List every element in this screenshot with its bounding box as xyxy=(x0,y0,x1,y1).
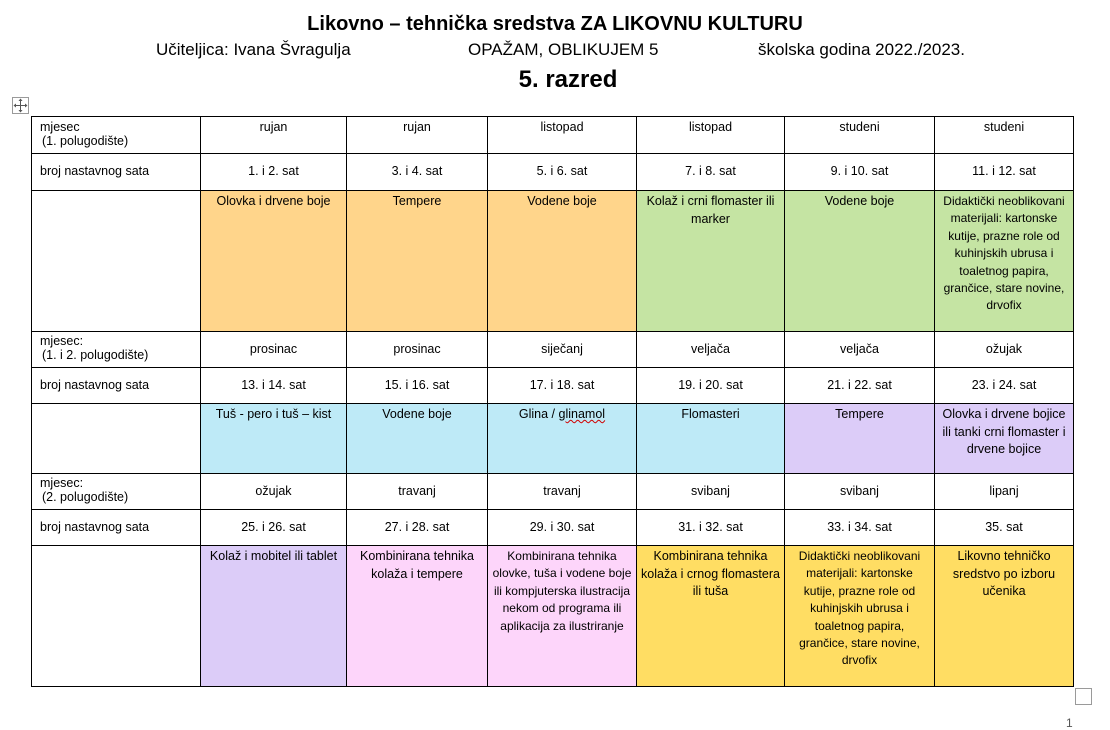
month-cell: veljača xyxy=(785,332,935,368)
material-cell: Tempere xyxy=(785,404,935,474)
material-cell: Olovka i drvene bojice ili tanki crni flomaster i drvene bojice xyxy=(935,404,1074,474)
material-cell: Likovno tehničko sredstvo po izboru učenika xyxy=(935,546,1074,687)
period-cell: 21. i 22. sat xyxy=(785,368,935,404)
material-cell: Tempere xyxy=(347,191,488,332)
materials-row xyxy=(32,404,1074,474)
period-cell: 3. i 4. sat xyxy=(347,154,488,191)
move-arrows-icon xyxy=(13,98,28,113)
material-text: Glina / glinamol xyxy=(518,407,606,421)
month-label-cell xyxy=(32,332,201,368)
month-label: mjesec: xyxy=(40,476,84,490)
material-cell: Vodene boje xyxy=(785,191,935,332)
period-row xyxy=(32,154,1074,191)
material-cell: Kombinirana tehnika kolaža i crnog flomastera ili tuša xyxy=(637,546,785,687)
period-cell: 17. i 18. sat xyxy=(488,368,637,404)
grade-heading: 5. razred xyxy=(518,66,618,93)
month-label: mjesec xyxy=(40,120,80,134)
school-year: školska godina 2022./2023. xyxy=(758,40,965,59)
period-cell: 25. i 26. sat xyxy=(201,510,347,546)
month-cell: rujan xyxy=(201,117,347,154)
textbook-name: OPAŽAM, OBLIKUJEM 5 xyxy=(468,40,659,59)
material-cell: Olovka i drvene boje xyxy=(201,191,347,332)
document-title: Likovno – tehnička sredstva ZA LIKOVNU KULTURU xyxy=(307,13,803,35)
period-cell: 7. i 8. sat xyxy=(637,154,785,191)
material-cell xyxy=(488,404,637,474)
month-cell: listopad xyxy=(488,117,637,154)
table-resize-handle[interactable] xyxy=(1075,688,1092,705)
month-cell: svibanj xyxy=(637,474,785,510)
material-cell: Didaktički neoblikovani materijali: kartonske kutije, prazne role od kuhinjskih ubrusa i toaletnog papira, grančice, stare novine, drvofix xyxy=(935,191,1074,332)
period-row xyxy=(32,510,1074,546)
materials-row xyxy=(32,546,1074,687)
period-cell: 9. i 10. sat xyxy=(785,154,935,191)
period-cell: 29. i 30. sat xyxy=(488,510,637,546)
period-row xyxy=(32,368,1074,404)
period-cell: 23. i 24. sat xyxy=(935,368,1074,404)
month-cell: ožujak xyxy=(201,474,347,510)
month-cell: studeni xyxy=(785,117,935,154)
month-cell: travanj xyxy=(347,474,488,510)
material-cell: Tuš - pero i tuš – kist xyxy=(201,404,347,474)
month-label-cell xyxy=(32,117,201,154)
period-cell: 19. i 20. sat xyxy=(637,368,785,404)
period-cell: 31. i 32. sat xyxy=(637,510,785,546)
month-row xyxy=(32,474,1074,510)
period-cell: 1. i 2. sat xyxy=(201,154,347,191)
material-cell: Flomasteri xyxy=(637,404,785,474)
period-cell: 5. i 6. sat xyxy=(488,154,637,191)
materials-row xyxy=(32,191,1074,332)
month-cell: svibanj xyxy=(785,474,935,510)
period-label: broj nastavnog sata xyxy=(32,510,201,546)
material-cell: Kombinirana tehnika kolaža i tempere xyxy=(347,546,488,687)
month-cell: travanj xyxy=(488,474,637,510)
semester-label: (1. i 2. polugodište) xyxy=(42,348,149,362)
month-cell: prosinac xyxy=(201,332,347,368)
month-cell: studeni xyxy=(935,117,1074,154)
month-label: mjesec: xyxy=(40,334,84,348)
period-cell: 11. i 12. sat xyxy=(935,154,1074,191)
material-cell: Kolaž i mobitel ili tablet xyxy=(201,546,347,687)
materials-schedule-table xyxy=(31,116,1074,687)
month-cell: ožujak xyxy=(935,332,1074,368)
table-move-handle[interactable] xyxy=(12,97,29,114)
month-cell: rujan xyxy=(347,117,488,154)
month-row xyxy=(32,332,1074,368)
month-row xyxy=(32,117,1074,154)
material-cell: Kolaž i crni flomaster ili marker xyxy=(637,191,785,332)
month-cell: prosinac xyxy=(347,332,488,368)
month-cell: veljača xyxy=(637,332,785,368)
month-cell: siječanj xyxy=(488,332,637,368)
teacher-name: Učiteljica: Ivana Švragulja xyxy=(156,40,351,59)
period-cell: 27. i 28. sat xyxy=(347,510,488,546)
empty-label-cell xyxy=(32,191,201,332)
period-cell: 35. sat xyxy=(935,510,1074,546)
period-cell: 15. i 16. sat xyxy=(347,368,488,404)
material-cell: Didaktički neoblikovani materijali: kartonske kutije, prazne role od kuhinjskih ubrusa i toaletnog papira, grančice, stare novine, drvofix xyxy=(785,546,935,687)
semester-label: (1. polugodište) xyxy=(42,134,129,148)
period-label: broj nastavnog sata xyxy=(32,368,201,404)
period-label: broj nastavnog sata xyxy=(32,154,201,191)
month-label-cell xyxy=(32,474,201,510)
month-cell: lipanj xyxy=(935,474,1074,510)
page-number: 1 xyxy=(1066,716,1073,730)
period-cell: 13. i 14. sat xyxy=(201,368,347,404)
semester-label: (2. polugodište) xyxy=(42,490,129,504)
material-cell: Vodene boje xyxy=(347,404,488,474)
period-cell: 33. i 34. sat xyxy=(785,510,935,546)
empty-label-cell xyxy=(32,546,201,687)
material-cell: Kombinirana tehnika olovke, tuša i vodene boje ili kompjuterska ilustracija nekom od programa ili aplikacija za ilustriranje xyxy=(488,546,637,687)
empty-label-cell xyxy=(32,404,201,474)
material-cell: Vodene boje xyxy=(488,191,637,332)
month-cell: listopad xyxy=(637,117,785,154)
